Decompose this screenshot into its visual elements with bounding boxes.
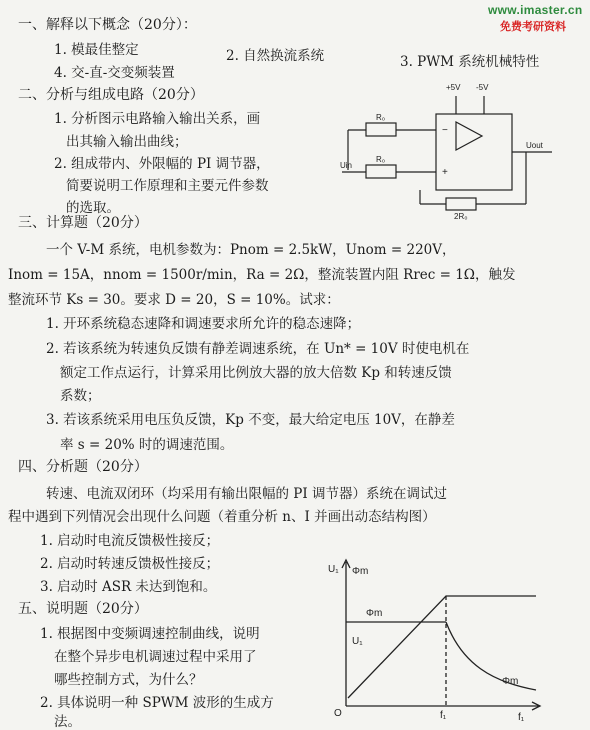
minus-sign: −	[442, 125, 448, 136]
s4-line2: 程中遇到下列情况会出现什么问题（着重分析 n、I 并画出动态结构图）	[8, 509, 436, 525]
s1-item-1: 1. 模最佳整定	[54, 42, 139, 58]
s3-q2-line1: 2. 若该系统为转速负反馈有静差调速系统，在 Un* = 10V 时使电机在	[46, 341, 470, 357]
s3-line1: 一个 V-M 系统，电机参数为：Pnom = 2.5kW，Unom = 220V，	[46, 242, 456, 258]
s1-item-3: 3. PWM 系统机械特性	[400, 54, 540, 70]
section-1-heading: 一、解释以下概念（20分）：	[18, 17, 197, 33]
resistor-r0-input	[366, 165, 396, 178]
s1-item-2: 2. 自然换流系统	[226, 48, 325, 64]
s5-q1-line1: 1. 根据图中变频调速控制曲线，说明	[40, 626, 260, 642]
watermark-site[interactable]: www.imaster.cn	[488, 3, 583, 17]
s5-q2-line2: 法。	[54, 714, 81, 730]
plus-sign: +	[442, 167, 448, 178]
r0-top-label: R₀	[376, 113, 386, 122]
s5-q1-line3: 哪些控制方式，为什么？	[54, 672, 203, 688]
resistor-2r0-feedback	[446, 198, 476, 210]
f1n-label: f₁	[440, 710, 447, 721]
s4-q3: 3. 启动时 ASR 未达到饱和。	[40, 579, 217, 595]
vplus-label: +5V	[446, 83, 461, 92]
phi-label: Φm	[502, 676, 519, 687]
s1-item-4: 4. 交-直-交变频装置	[54, 65, 175, 81]
s4-line1: 转速、电流双闭环（均采用有输出限幅的 PI 调节器）系统在调试过	[46, 486, 447, 502]
section-5-heading: 五、说明题（20分）	[18, 601, 148, 617]
s2-q1-line2: 出其输入输出曲线；	[66, 134, 188, 150]
phi-m-top-label: Φm	[352, 566, 369, 577]
r2-label: 2R₀	[454, 212, 468, 220]
u1-label: U₁	[352, 636, 363, 647]
uin-label: Uin	[340, 161, 353, 170]
x-axis-label: f₁	[518, 712, 525, 722]
s2-q2-line3: 的选取。	[66, 200, 120, 216]
section-2-heading: 二、分析与组成电路（20分）	[18, 87, 204, 103]
uout-label: Uout	[526, 141, 543, 150]
section-4-heading: 四、分析题（20分）	[18, 459, 148, 475]
y-axis-label: U₁	[328, 564, 339, 575]
s3-line2: Inom = 15A，nnom = 1500r/min，Ra = 2Ω，整流装置内阻 Rrec = 1Ω，触发	[8, 267, 516, 283]
s5-q1-line2: 在整个异步电机调速过程中采用了	[54, 649, 257, 665]
s3-q1: 1. 开环系统稳态速降和调速要求所允许的稳态速降；	[46, 316, 361, 332]
watermark-slogan: 免费考研资料	[500, 20, 566, 33]
s2-q2-line2: 简要说明工作原理和主要元件参数	[66, 178, 269, 194]
s3-line3: 整流环节 Ks = 30。要求 D = 20，S = 10%。试求：	[8, 292, 340, 308]
s3-q3-line1: 3. 若该系统采用电压负反馈，Kp 不变，最大给定电压 10V，在静差	[46, 412, 455, 428]
opamp-triangle	[456, 122, 482, 150]
section-3-heading: 三、计算题（20分）	[18, 215, 148, 231]
s5-q2-line1: 2. 具体说明一种 SPWM 波形的生成方	[40, 695, 274, 711]
s4-q2: 2. 启动时转速反馈极性接反；	[40, 556, 220, 572]
r0-input-label: R₀	[376, 155, 386, 164]
phi-m-mid-label: Φm	[366, 608, 383, 619]
s4-q1: 1. 启动时电流反馈极性接反；	[40, 533, 220, 549]
opamp-circuit-diagram	[338, 78, 558, 220]
vf-control-graph	[322, 556, 544, 722]
s3-q3-line2: 率 s = 20% 时的调速范围。	[60, 437, 234, 453]
origin-label: O	[334, 708, 342, 719]
s3-q2-line2: 额定工作点运行，计算采用比例放大器的放大倍数 Kp 和转速反馈	[60, 365, 452, 381]
s3-q2-line3: 系数；	[60, 388, 101, 404]
s2-q2-line1: 2. 组成带内、外限幅的 PI 调节器，	[54, 156, 270, 172]
s2-q1-line1: 1. 分析图示电路输入输出关系，画	[54, 111, 261, 127]
vminus-label: -5V	[476, 83, 489, 92]
resistor-r0-top	[366, 123, 396, 136]
phi-decline	[446, 622, 536, 690]
